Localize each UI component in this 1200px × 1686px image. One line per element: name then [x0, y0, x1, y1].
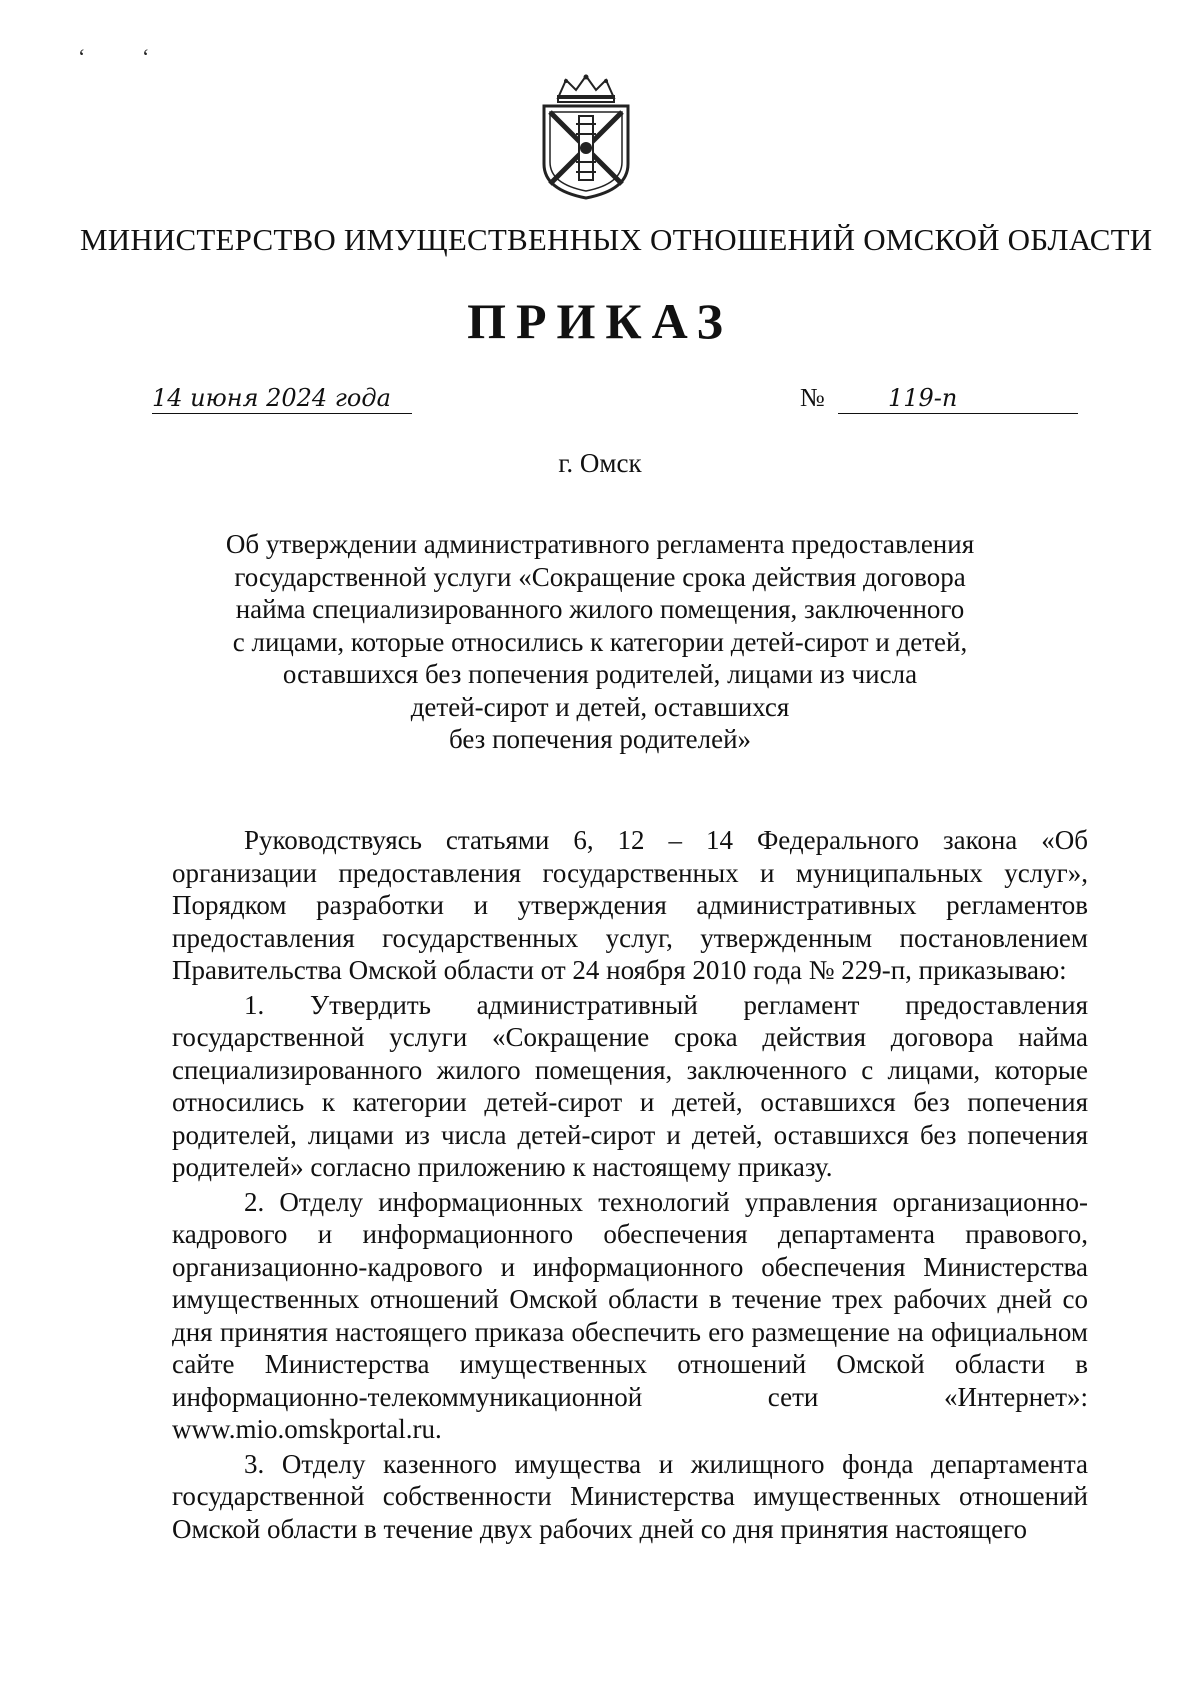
- order-subject: [180, 528, 1020, 756]
- order-body: [172, 824, 1088, 1545]
- subject-line: без попечения родителей»: [448, 724, 752, 754]
- item-1-paragraph: 1. Утвердить административный регламент предоставления государственной услуги «Сокращение срока действия договора найма специализированного жилого помещения, заключенного с лицами, которые относились к категории детей-сирот и детей, оставшихся без попечения родителей, лицами из числа детей-сирот и детей, оставшихся без попечения родителей» согласно приложению к настоящему приказу.: [172, 989, 1088, 1182]
- subject-line: найма специализированного жилого помещения, заключенного: [235, 594, 965, 624]
- handwritten-number: 119-п: [838, 383, 1078, 414]
- subject-line: детей-сирот и детей, оставшихся: [410, 691, 790, 722]
- item-3-paragraph: 3. Отделу казенного имущества и жилищного фонда департамента государственной собственности Министерства имущественных отношений Омской области в течение двух рабочих дней со дня принятия настоящего: [172, 1448, 1088, 1544]
- document-title: ПРИКАЗ: [467, 293, 733, 349]
- handwritten-date: 14 июня 2024 года: [152, 383, 412, 414]
- item-2-paragraph: 2. Отделу информационных технологий управления организационно-кадрового и информационного обеспечения департамента правового, организационно-кадрового и информационного обеспечения Министерства имущественных отношений Омской области в течение трех рабочих дней со дня принятия настоящего приказа обеспечить его размещение на официальном сайте Министерства имущественных отношений Омской области в информационно-телекоммуникационной сети «Интернет»: www.mio.omskportal.ru.: [172, 1186, 1088, 1444]
- number-sign: №: [800, 383, 825, 412]
- preamble-paragraph: Руководствуясь статьями 6, 12 – 14 Федерального закона «Об организации предоставления государственных и муниципальных услуг», Порядком разработки и утверждения административных регламентов предоставления государственных услуг, утвержденным постановлением Правительства Омской области от 24 ноября 2010 года № 229-п, приказываю:: [172, 825, 1088, 985]
- ministry-name: МИНИСТЕРСТВО ИМУЩЕСТВЕННЫХ ОТНОШЕНИЙ ОМСКОЙ ОБЛАСТИ: [80, 222, 1153, 257]
- coat-of-arms-emblem: [536, 72, 636, 202]
- subject-line: с лицами, которые относились к категории детей-сирот и детей,: [232, 626, 968, 657]
- subject-line: оставшихся без попечения родителей, лицами из числа: [282, 659, 918, 689]
- subject-line: государственной услуги «Сокращение срока действия договора: [234, 561, 966, 592]
- subject-line: Об утверждении административного регламента предоставления: [225, 529, 975, 559]
- scan-mark: ʻ: [142, 44, 150, 69]
- city-name: г. Омск: [558, 448, 642, 478]
- scan-mark: ʻ: [78, 44, 86, 69]
